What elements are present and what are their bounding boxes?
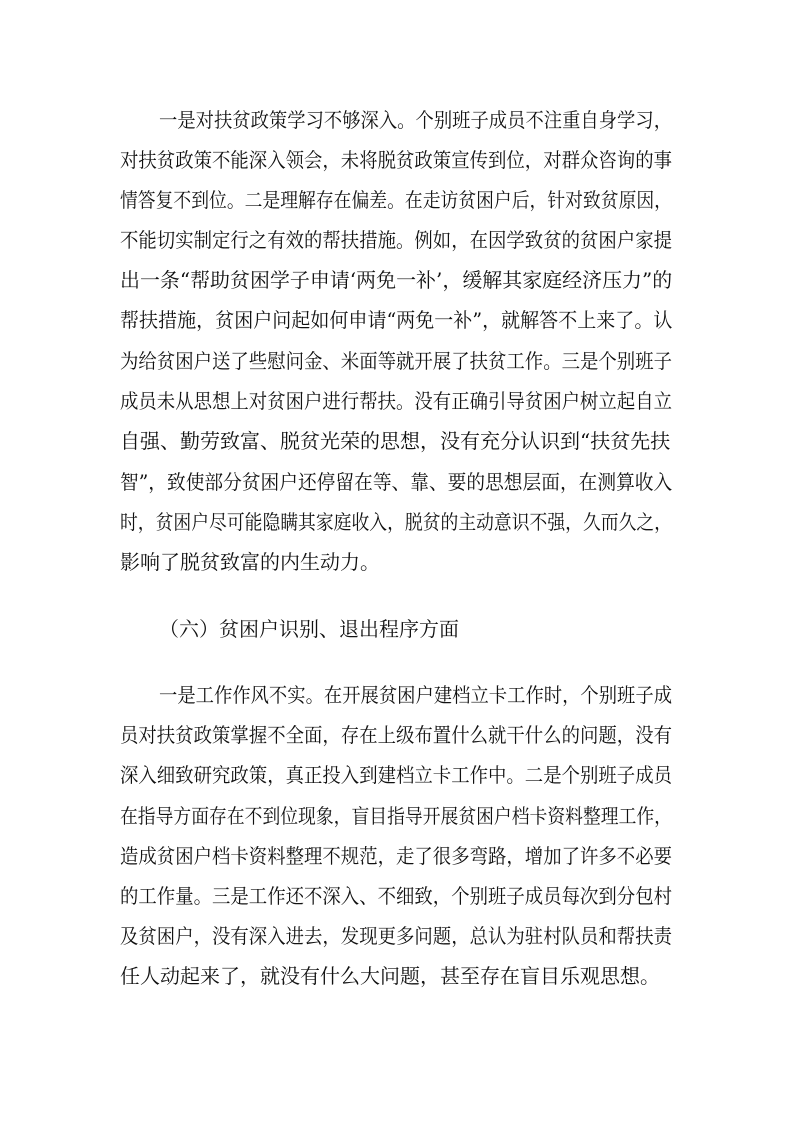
paragraph-2-line-4: 在指导方面存在不到位现象，盲目指导开展贫困户档卡资料整理工作，	[120, 804, 672, 828]
paragraph-2-line-5: 造成贫困户档卡资料整理不规范，走了很多弯路，增加了许多不必要	[120, 844, 672, 868]
paragraph-1-line-10: 智”，致使部分贫困户还停留在等、靠、要的思想层面，在测算收入	[120, 470, 673, 494]
paragraph-1-line-7: 为给贫困户送了些慰问金、米面等就开展了扶贫工作。三是个别班子	[120, 349, 672, 373]
paragraph-1-line-1: 一是对扶贫政策学习不够深入。个别班子成员不注重自身学习，	[159, 108, 673, 132]
paragraph-1-line-9: 自强、勤劳致富、脱贫光荣的思想，没有充分认识到“扶贫先扶	[120, 429, 671, 453]
section-heading: （六）贫困户识别、退出程序方面	[159, 617, 459, 641]
paragraph-1-line-3: 情答复不到位。二是理解存在偏差。在走访贫困户后，针对致贫原因，	[120, 188, 672, 212]
paragraph-2-line-6: 的工作量。三是工作还不深入、不细致，个别班子成员每次到分包村	[120, 884, 672, 908]
paragraph-1-line-11: 时，贫困户尽可能隐瞒其家庭收入，脱贫的主动意识不强，久而久之，	[120, 510, 672, 534]
paragraph-1-line-2: 对扶贫政策不能深入领会，未将脱贫政策宣传到位，对群众咨询的事	[120, 148, 672, 172]
paragraph-2-line-7: 及贫困户，没有深入进去，发现更多问题，总认为驻村队员和帮扶责	[120, 924, 672, 948]
paragraph-1-line-12: 影响了脱贫致富的内生动力。	[120, 550, 380, 574]
paragraph-2-line-3: 深入细致研究政策，真正投入到建档立卡工作中。二是个别班子成员	[120, 763, 672, 787]
paragraph-1-line-8: 成员未从思想上对贫困户进行帮扶。没有正确引导贫困户树立起自立	[120, 389, 672, 413]
paragraph-2-line-2: 员对扶贫政策掌握不全面，存在上级布置什么就干什么的问题，没有	[120, 723, 672, 747]
paragraph-1-line-6: 帮扶措施，贫困户问起如何申请“两免一补”，就解答不上来了。认	[120, 308, 673, 332]
paragraph-2-line-8: 任人动起来了，就没有什么大问题，甚至存在盲目乐观思想。	[120, 964, 660, 988]
paragraph-1-line-4: 不能切实制定行之有效的帮扶措施。例如，在因学致贫的贫困户家提	[120, 228, 672, 252]
paragraph-1-line-5: 出一条“帮助贫困学子申请‘两免一补’，缓解其家庭经济压力”的	[120, 268, 673, 292]
paragraph-2-line-1: 一是工作作风不实。在开展贫困户建档立卡工作时，个别班子成	[159, 683, 673, 707]
